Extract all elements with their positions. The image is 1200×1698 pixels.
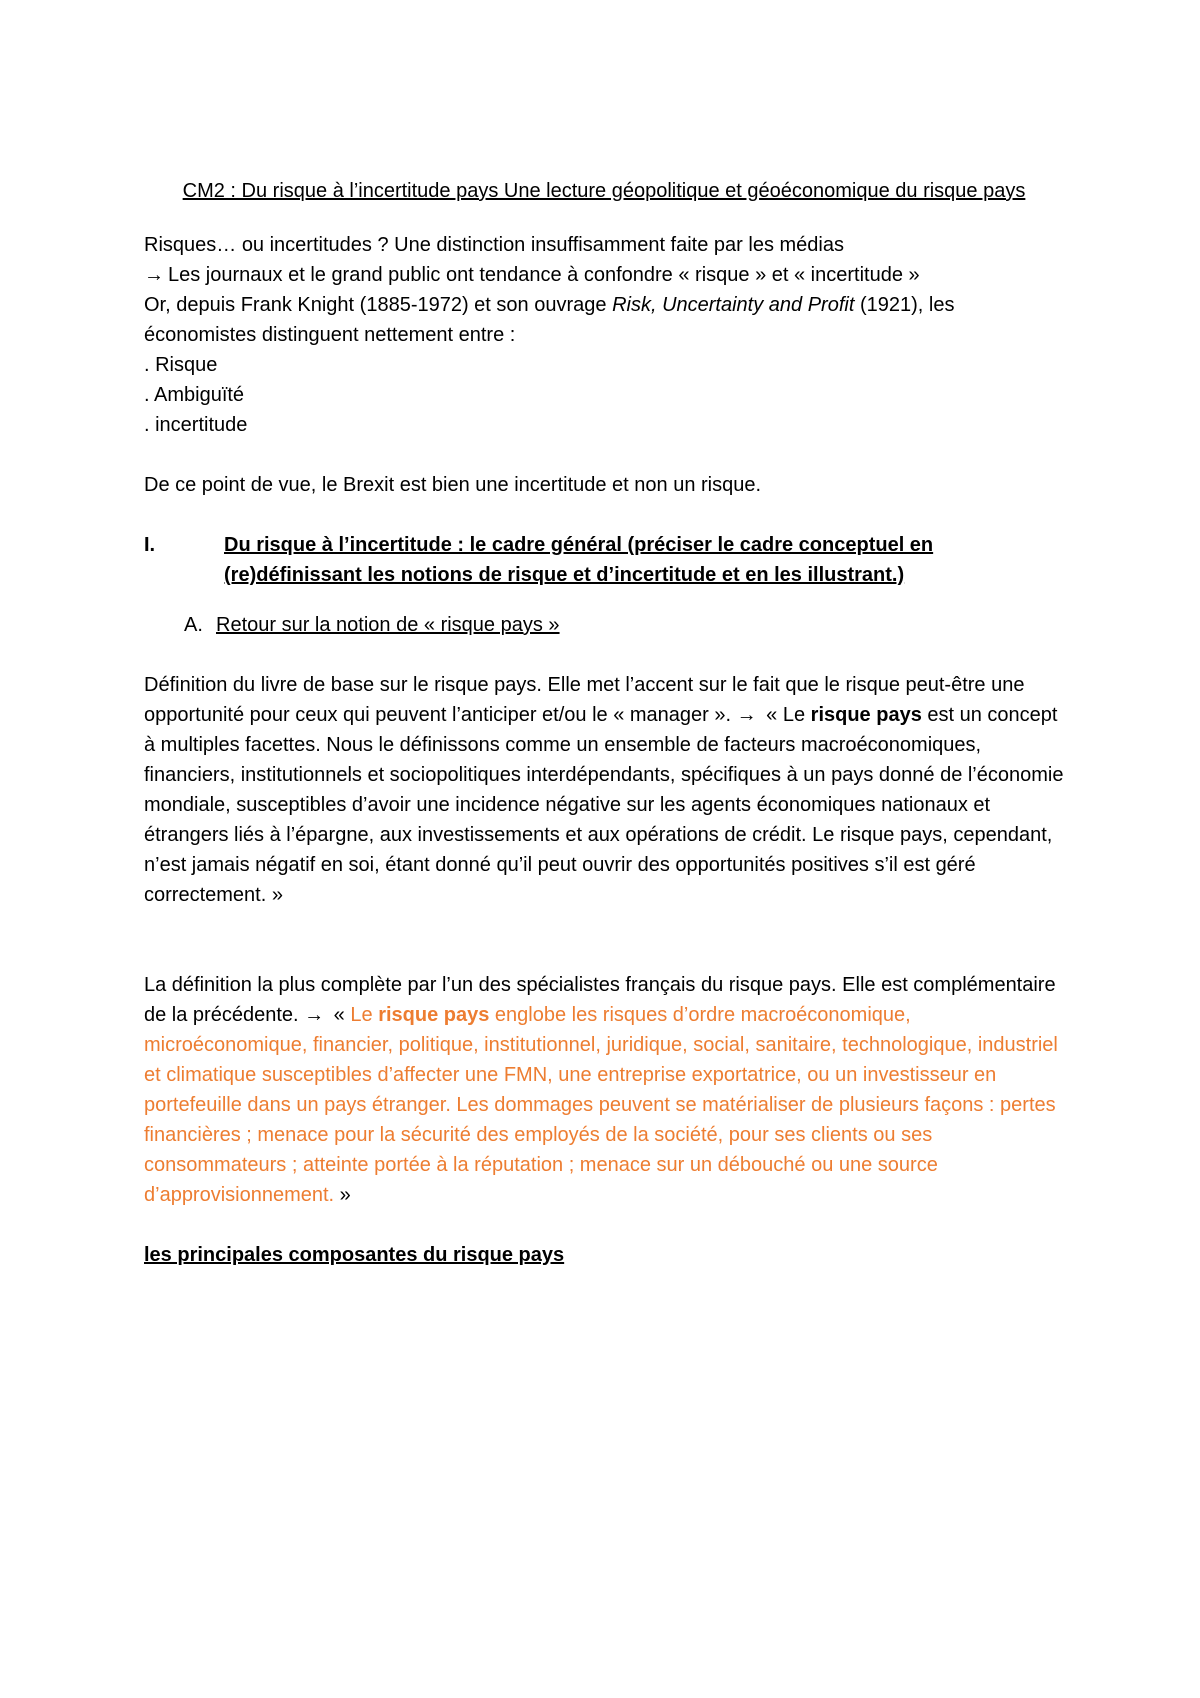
- list-item: . incertitude: [144, 414, 248, 436]
- intro-question: Risques… ou incertitudes ? Une distinction insuffisamment faite par les médias: [144, 234, 844, 256]
- subsection-title: Retour sur la notion de « risque pays »: [216, 614, 560, 636]
- page-title: CM2 : Du risque à l’incertitude pays Une lecture géopolitique et géoéconomique du risque pays: [182, 180, 1026, 202]
- intro-confusion-line: → Les journaux et le grand public ont tendance à confondre « risque » et « incertitude »: [144, 260, 1064, 290]
- subsection-heading-A: [144, 610, 1064, 640]
- definition-paragraph-2: La définition la plus complète par l’un des spécialistes français du risque pays. Elle est complémentaire de la précédente. → « Le risque pays englobe les risques d’ordre macroéconomique, microéconomique, financier, politique, institutionnel, juridique, social, sanitaire, technologique, industriel et climatique susceptibles d’affecter une FMN, une entreprise exportatrice, ou un investisseur en portefeuille dans un pays étranger. Les dommages peuvent se matérialiser de plusieurs façons : pertes financières ; menace pour la sécurité des employés de la société, pour ses clients ou ses consommateurs ; atteinte portée à la réputation ; menace sur un débouché ou une source d’approvisionnement. »: [144, 974, 1058, 1206]
- components-heading: les principales composantes du risque pays: [144, 1244, 565, 1266]
- arrow-right-icon: →: [736, 704, 757, 726]
- section-number: I.: [144, 534, 156, 556]
- section-heading-I: [144, 530, 1064, 590]
- list-item: . Risque: [144, 354, 218, 376]
- intro-knight-paragraph: Or, depuis Frank Knight (1885-1972) et son ouvrage Risk, Uncertainty and Profit (1921), les économistes distinguent nettement entre :: [144, 294, 955, 346]
- arrow-right-icon: →: [144, 264, 164, 286]
- bold-term: risque pays: [810, 704, 922, 726]
- subsection-letter: A.: [184, 614, 203, 636]
- brexit-statement: De ce point de vue, le Brexit est bien une incertitude et non un risque.: [144, 474, 762, 496]
- list-item: . Ambiguïté: [144, 384, 245, 406]
- document-body: [144, 176, 1064, 1270]
- definition-paragraph-1: Définition du livre de base sur le risque pays. Elle met l’accent sur le fait que le risque peut-être une opportunité pour ceux qui peuvent l’anticiper et/ou le « manager ». → « Le risque pays est un concept à multiples facettes. Nous le définissons comme un ensemble de facteurs macroéconomiques, financiers, institutionnels et sociopolitiques interdépendants, spécifiques à un pays donné de l’économie mondiale, susceptibles d’avoir une incidence négative sur les agents économiques nationaux et étrangers liés à l’épargne, aux investissements et aux opérations de crédit. Le risque pays, cependant, n’est jamais négatif en soi, étant donné qu’il peut ouvrir des opportunités positives s’il est géré correctement. »: [144, 674, 1064, 906]
- section-title: Du risque à l’incertitude : le cadre général (préciser le cadre conceptuel en (re)définissant les notions de risque et d’incertitude et en les illustrant.): [224, 534, 934, 586]
- book-title: Risk, Uncertainty and Profit: [612, 294, 855, 316]
- arrow-right-icon: →: [304, 1004, 325, 1026]
- bold-term: risque pays: [378, 1004, 490, 1026]
